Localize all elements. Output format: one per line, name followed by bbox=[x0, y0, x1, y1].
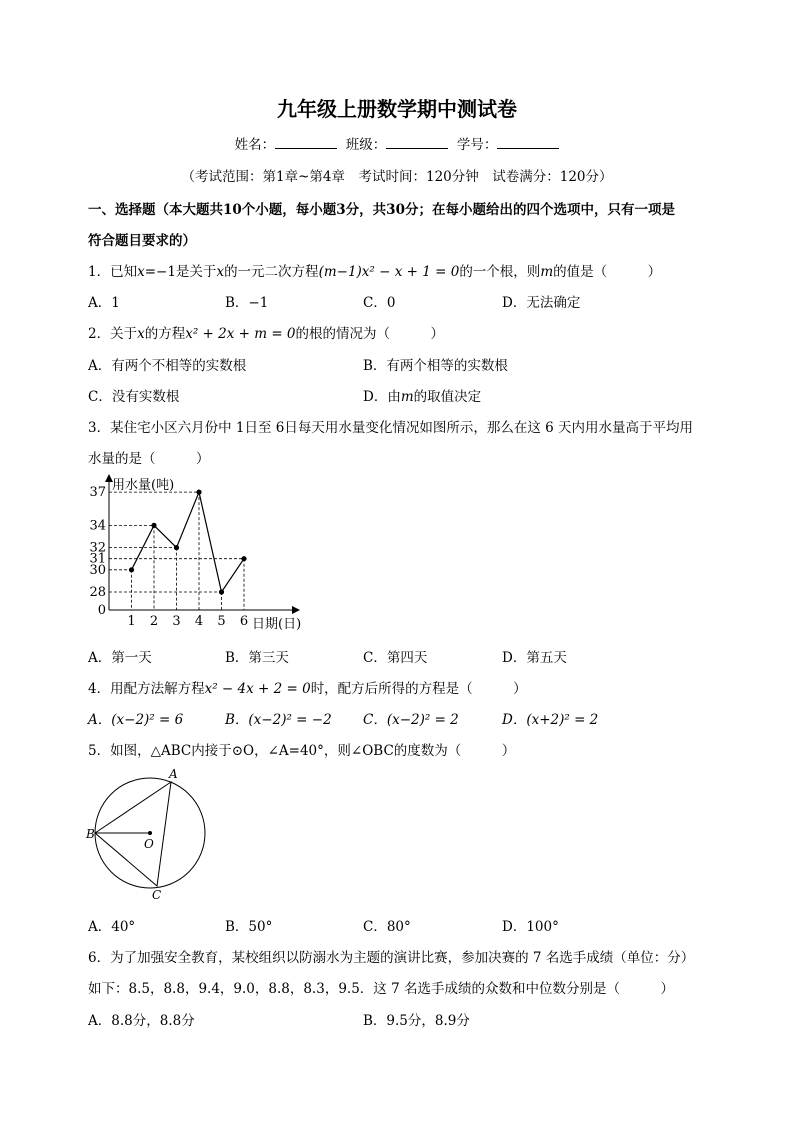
q2-option-b: B．有两个相等的实数根 bbox=[363, 358, 508, 374]
q4-option-a: A．(x−2)² = 6 bbox=[88, 712, 184, 728]
y-tick-label: 28 bbox=[89, 585, 106, 600]
student-info bbox=[0, 133, 794, 153]
q3-option-b: B．第三天 bbox=[225, 650, 289, 666]
exam-scope: （考试范围：第1章~第4章 考试时间：120分钟 试卷满分：120分） bbox=[181, 169, 613, 185]
x-axis-arrow bbox=[292, 606, 300, 614]
data-point-day-1 bbox=[129, 567, 134, 572]
q3-option-a: A．第一天 bbox=[88, 650, 152, 666]
label-b: B bbox=[86, 827, 95, 841]
q5-option-c: C．80° bbox=[363, 919, 411, 935]
y-tick-label: 30 bbox=[89, 562, 106, 578]
q3-option-c: C．第四天 bbox=[363, 650, 428, 666]
name-label: 姓名： bbox=[234, 137, 276, 153]
q1-equation: (m−1)x² − x + 1 = 0 bbox=[318, 264, 460, 280]
page-title: 九年级上册数学期中测试卷 bbox=[277, 97, 517, 121]
class-blank bbox=[386, 136, 448, 149]
q2-option-a: A．有两个不相等的实数根 bbox=[88, 358, 247, 374]
q3-option-d: D．第五天 bbox=[502, 650, 567, 666]
data-point-day-4 bbox=[196, 490, 201, 495]
y-tick-label: 37 bbox=[89, 485, 106, 501]
section-heading-line1: 一、选择题（本大题共10个小题，每小题3分，共30分；在每小题给出的四个选项中，只有一项是 bbox=[88, 202, 675, 218]
q1-option-d: D．无法确定 bbox=[502, 295, 581, 311]
q4-option-d: D．(x+2)² = 2 bbox=[502, 712, 599, 728]
id-label: 学号： bbox=[456, 137, 498, 153]
question-1-stem: 1．已知x=−1是关于x的一元二次方程(m−1)x² − x + 1 = 0的一个根，则m的值是（ ） bbox=[88, 264, 662, 280]
water-usage-chart bbox=[86, 474, 326, 636]
circle-triangle-figure bbox=[84, 766, 214, 902]
x-tick-label: 4 bbox=[194, 614, 204, 629]
y-tick-label: 0 bbox=[97, 603, 106, 618]
q5-option-b: B．50° bbox=[225, 919, 273, 935]
data-point-day-6 bbox=[241, 556, 246, 561]
question-3-line1: 3．某住宅小区六月份中 1日至 6日每天用水量变化情况如图所示，那么在这 6 天内用水量高于平均用 bbox=[88, 420, 694, 436]
q1-option-a: A．1 bbox=[88, 295, 120, 311]
q5-option-a: A．40° bbox=[88, 919, 136, 935]
question-5-stem: 5．如图，△ABC内接于⊙O，∠A=40°，则∠OBC的度数为（ ） bbox=[88, 743, 516, 759]
center-point bbox=[148, 831, 152, 835]
section-heading-line2: 符合题目要求的） bbox=[88, 233, 196, 249]
x-tick-label: 5 bbox=[217, 614, 226, 629]
question-2-stem: 2．关于x的方程x² + 2x + m = 0的根的情况为（ ） bbox=[88, 326, 445, 342]
y-tick-label: 31 bbox=[89, 551, 106, 567]
question-4-stem: 4．用配方法解方程x² − 4x + 2 = 0时，配方后所得的方程是（ ） bbox=[88, 681, 527, 697]
q4-option-b: B．(x−2)² = −2 bbox=[225, 712, 332, 728]
series-line bbox=[132, 492, 245, 592]
data-point-day-3 bbox=[174, 545, 179, 550]
x-tick-label: 2 bbox=[149, 614, 159, 629]
id-blank bbox=[497, 136, 559, 149]
y-axis-label: 用水量(吨) bbox=[112, 478, 175, 493]
y-tick-label: 32 bbox=[89, 540, 106, 556]
q4-equation: x² − 4x + 2 = 0 bbox=[204, 681, 311, 697]
q6-option-a: A．8.8分，8.8分 bbox=[88, 1013, 195, 1029]
x-tick-label: 6 bbox=[239, 614, 249, 629]
q1-option-c: C．0 bbox=[363, 295, 396, 311]
label-a: A bbox=[169, 767, 178, 781]
q2-option-c: C．没有实数根 bbox=[88, 389, 180, 405]
q2-equation: x² + 2x + m = 0 bbox=[185, 326, 296, 342]
x-tick-label: 3 bbox=[172, 614, 181, 629]
q1-option-b: B．−1 bbox=[225, 295, 269, 311]
question-6-line2: 如下：8.5，8.8，9.4，9.0，8.8，8.3，9.5．这 7 名选手成绩的众数和中位数分别是（ ） bbox=[88, 981, 674, 997]
data-point-day-2 bbox=[151, 523, 156, 528]
q4-option-c: C．(x−2)² = 2 bbox=[363, 712, 459, 728]
x-axis-label: 日期(日) bbox=[252, 617, 302, 632]
q5-option-d: D．100° bbox=[502, 919, 559, 935]
data-point-day-5 bbox=[219, 589, 224, 594]
class-label: 班级： bbox=[345, 137, 387, 153]
question-6-line1: 6．为了加强安全教育，某校组织以防溺水为主题的演讲比赛，参加决赛的 7 名选手成绩（单位：分） bbox=[88, 950, 695, 966]
q6-option-b: B．9.5分，8.9分 bbox=[363, 1013, 470, 1029]
q2-option-d: D．由m的取值决定 bbox=[363, 389, 482, 405]
y-tick-label: 34 bbox=[89, 518, 106, 534]
question-3-line2: 水量的是（ ） bbox=[88, 451, 210, 467]
triangle-abc bbox=[95, 782, 171, 886]
label-c: C bbox=[152, 888, 162, 902]
name-blank bbox=[275, 136, 337, 149]
label-o: O bbox=[144, 837, 154, 851]
x-tick-label: 1 bbox=[127, 614, 136, 629]
